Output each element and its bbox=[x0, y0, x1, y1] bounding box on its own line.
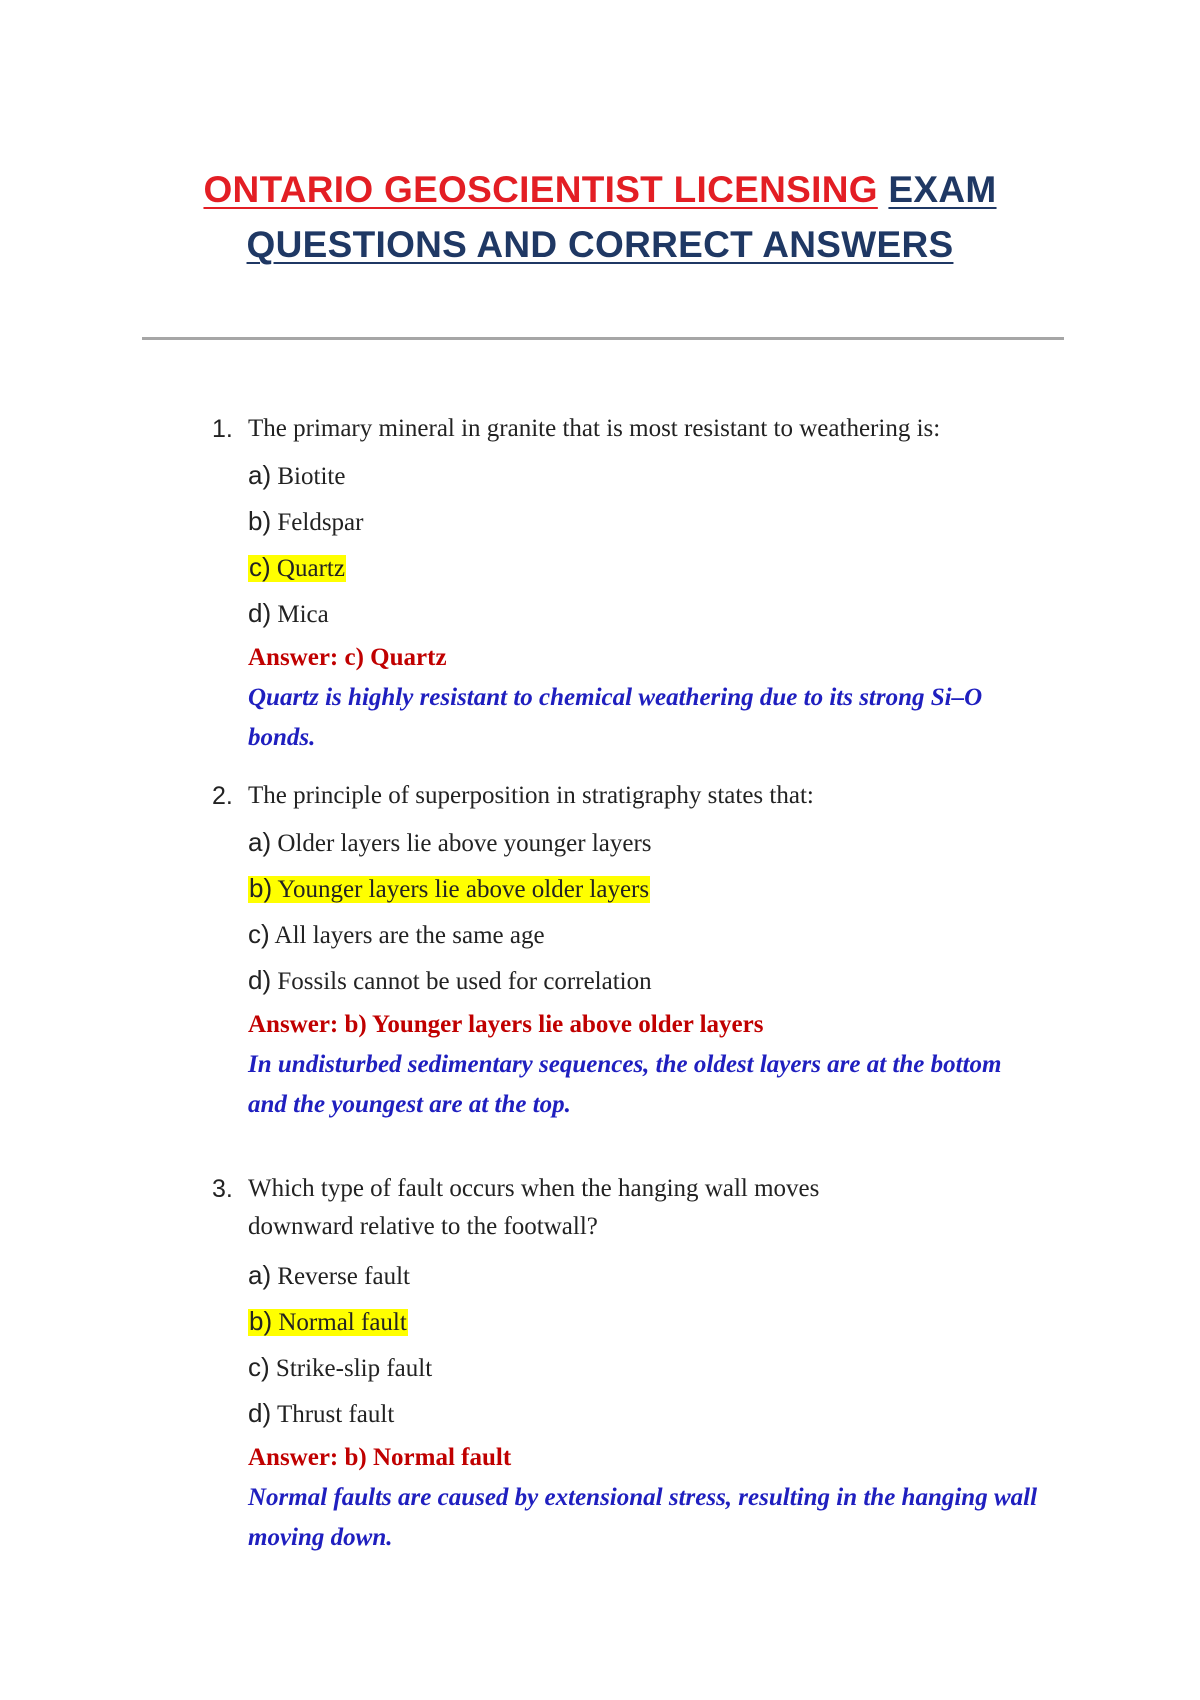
answer-explanation: Quartz is highly resistant to chemical weathering due to its strong Si–O bonds. bbox=[248, 684, 983, 751]
option-a bbox=[248, 456, 1200, 502]
title-subline: QUESTIONS AND CORRECT ANSWERS bbox=[246, 224, 954, 265]
option-b-content bbox=[248, 506, 364, 536]
correct-option-highlight bbox=[248, 552, 346, 582]
option-b bbox=[248, 1302, 1200, 1348]
option-text: Fossils cannot be used for correlation bbox=[277, 968, 652, 995]
option-d bbox=[248, 1394, 1200, 1440]
option-letter: c) bbox=[248, 1352, 270, 1382]
option-letter: a) bbox=[248, 460, 272, 490]
option-a-content bbox=[248, 827, 652, 857]
option-text: Younger layers lie above older layers bbox=[277, 876, 650, 903]
option-text: Mica bbox=[277, 601, 329, 628]
option-text: All layers are the same age bbox=[274, 922, 545, 949]
option-d-content bbox=[248, 1398, 395, 1428]
option-text: Thrust fault bbox=[276, 1401, 395, 1428]
question-number: 1. bbox=[212, 415, 233, 443]
answer-explanation: Normal faults are caused by extensional stress, resulting in the hanging wall moving down. bbox=[248, 1484, 1038, 1551]
title-part-navy: EXAM bbox=[888, 169, 997, 210]
question-text: The primary mineral in granite that is most resistant to weathering is: bbox=[248, 415, 941, 442]
answer-line: Answer: b) Younger layers lie above older layers bbox=[248, 1011, 764, 1038]
option-d bbox=[248, 961, 1200, 1007]
option-a-content bbox=[248, 460, 346, 490]
option-text: Feldspar bbox=[277, 509, 364, 536]
title-line-1 bbox=[0, 162, 1200, 217]
option-text: Biotite bbox=[277, 463, 346, 490]
option-text: Reverse fault bbox=[277, 1263, 410, 1290]
option-d-content bbox=[248, 598, 329, 628]
option-letter: c) bbox=[248, 919, 270, 949]
option-c bbox=[248, 548, 1200, 594]
option-letter: a) bbox=[248, 827, 272, 857]
answer-explanation: In undisturbed sedimentary sequences, the oldest layers are at the bottom and the youngest are at the top. bbox=[248, 1051, 1002, 1118]
question-number: 2. bbox=[212, 782, 233, 810]
title-line-2 bbox=[0, 217, 1200, 272]
question-2 bbox=[0, 777, 1200, 1125]
option-b bbox=[248, 502, 1200, 548]
question-text: The principle of superposition in stratigraphy states that: bbox=[248, 782, 814, 809]
option-text: Quartz bbox=[276, 555, 345, 582]
option-text: Older layers lie above younger layers bbox=[277, 830, 652, 857]
answer-line: Answer: c) Quartz bbox=[248, 644, 447, 671]
option-letter: c) bbox=[249, 552, 271, 582]
option-c bbox=[248, 1348, 1200, 1394]
option-c bbox=[248, 915, 1200, 961]
correct-option-highlight bbox=[248, 1306, 408, 1336]
question-text: Which type of fault occurs when the hanging wall moves downward relative to the footwall? bbox=[248, 1175, 820, 1240]
option-a-content bbox=[248, 1260, 410, 1290]
option-letter: b) bbox=[249, 873, 273, 903]
option-letter: b) bbox=[249, 1306, 273, 1336]
option-d bbox=[248, 594, 1200, 640]
option-letter: a) bbox=[248, 1260, 272, 1290]
option-letter: d) bbox=[248, 965, 272, 995]
option-b bbox=[248, 869, 1200, 915]
document-title bbox=[0, 162, 1200, 272]
option-c-content bbox=[248, 1352, 433, 1382]
correct-option-highlight bbox=[248, 873, 650, 903]
option-a bbox=[248, 823, 1200, 869]
option-letter: d) bbox=[248, 598, 272, 628]
question-3 bbox=[0, 1170, 1200, 1558]
question-number: 3. bbox=[212, 1175, 233, 1203]
option-text: Strike-slip fault bbox=[275, 1355, 433, 1382]
option-c-content bbox=[248, 919, 545, 949]
horizontal-divider bbox=[142, 337, 1064, 340]
option-a bbox=[248, 1256, 1200, 1302]
option-letter: d) bbox=[248, 1398, 272, 1428]
option-d-content bbox=[248, 965, 652, 995]
title-part-red: ONTARIO GEOSCIENTIST LICENSING bbox=[203, 169, 878, 210]
answer-line: Answer: b) Normal fault bbox=[248, 1444, 512, 1471]
option-letter: b) bbox=[248, 506, 272, 536]
option-text: Normal fault bbox=[278, 1309, 407, 1336]
question-1 bbox=[0, 410, 1200, 758]
